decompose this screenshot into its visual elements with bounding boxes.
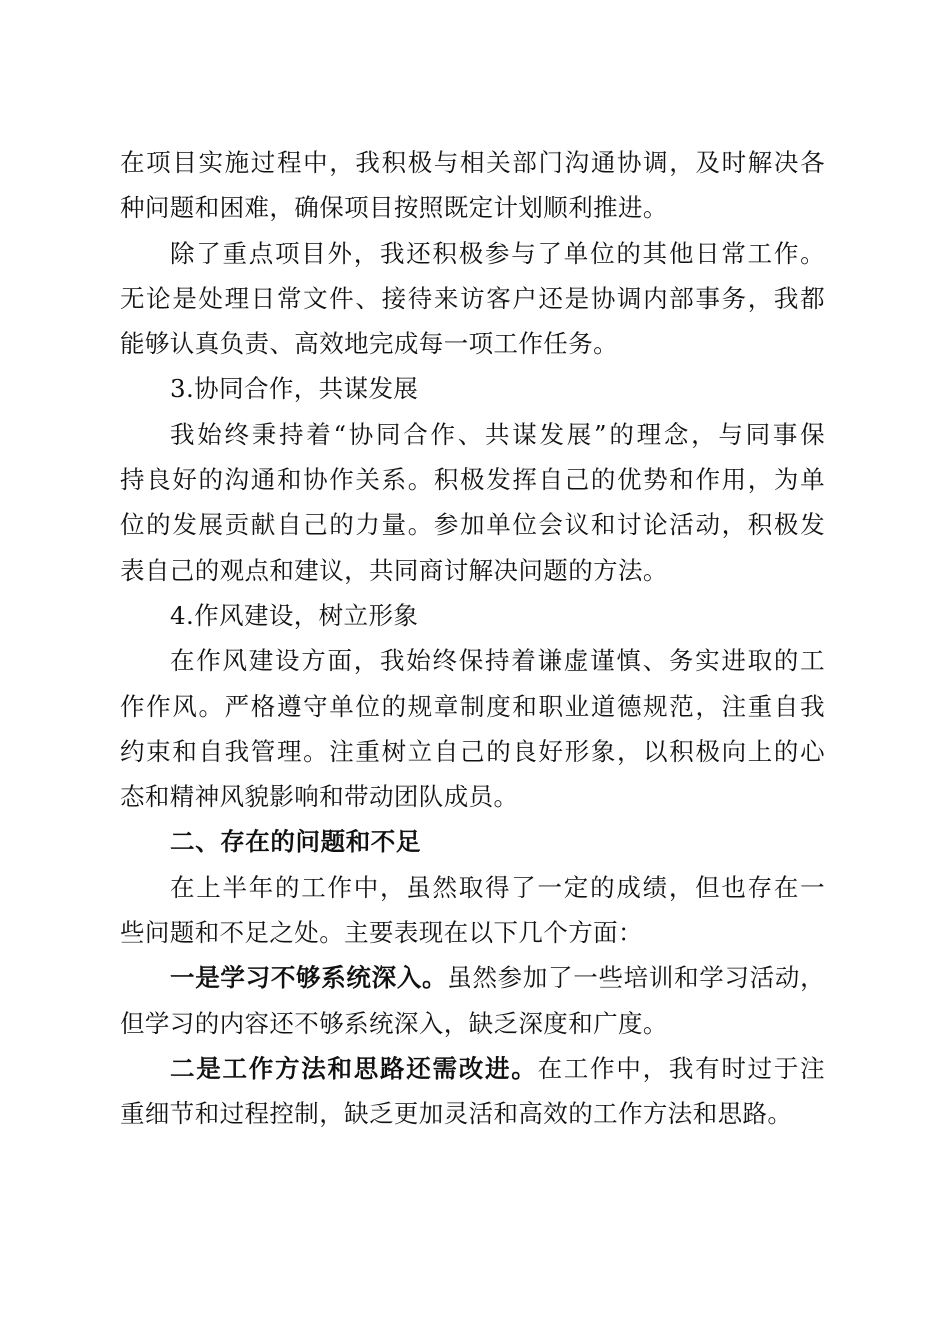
text-line: 除了重点项目外，我还积极参与了单位的其他日常工作。 [170, 238, 825, 268]
text-line: 持良好的沟通和协作关系。积极发挥自己的优势和作用，为单 [120, 465, 825, 495]
paragraph-problem-methods [120, 1046, 825, 1137]
paragraph-cooperation [120, 412, 825, 593]
problem-text: 在工作中，我有时过于注 [537, 1053, 825, 1083]
text-line [120, 955, 825, 1000]
problem-lead-learning: 一是学习不够系统深入。 [170, 963, 448, 993]
text-line: 态和精神风貌影响和带动团队成员。 [120, 782, 519, 812]
problem-text: 虽然参加了一些培训和学习活动， [447, 963, 825, 993]
paragraph-daily-work [120, 231, 825, 367]
text-line: 重细节和过程控制，缺乏更加灵活和高效的工作方法和思路。 [120, 1099, 793, 1129]
paragraph-work-style [120, 638, 825, 819]
problem-lead-methods: 二是工作方法和思路还需改进。 [170, 1053, 538, 1083]
paragraph-problem-learning [120, 955, 825, 1046]
text-line: 种问题和困难，确保项目按照既定计划顺利推进。 [120, 193, 668, 223]
subheading-work-style: 4.作风建设，树立形象 [170, 600, 419, 630]
subheading-cooperation: 3.协同合作，共谋发展 [170, 374, 419, 404]
text-line [120, 1046, 825, 1091]
text-line: 在项目实施过程中，我积极与相关部门沟通协调，及时解决各 [120, 148, 825, 177]
paragraph-project-coordination [120, 140, 825, 231]
section-heading-problems: 二、存在的问题和不足 [170, 827, 421, 857]
text-line: 但学习的内容还不够系统深入，缺乏深度和广度。 [120, 1008, 668, 1038]
text-line: 些问题和不足之处。主要表现在以下几个方面： [120, 918, 643, 948]
text-line: 约束和自我管理。注重树立自己的良好形象，以积极向上的心 [120, 736, 825, 766]
text-line: 在作风建设方面，我始终保持着谦虚谨慎、务实进取的工 [170, 646, 825, 676]
text-line: 作作风。严格遵守单位的规章制度和职业道德规范，注重自我 [120, 691, 825, 721]
text-line: 表自己的观点和建议，共同商讨解决问题的方法。 [120, 555, 668, 585]
document-page [120, 140, 825, 1137]
text-line: 在上半年的工作中，虽然取得了一定的成绩，但也存在一 [170, 872, 825, 902]
text-line: 无论是处理日常文件、接待来访客户还是协调内部事务，我都 [120, 283, 825, 313]
text-line: 位的发展贡献自己的力量。参加单位会议和讨论活动，积极发 [120, 510, 825, 540]
text-line: 能够认真负责、高效地完成每一项工作任务。 [120, 329, 618, 359]
text-line: 我始终秉持着“协同合作、共谋发展”的理念，与同事保 [170, 419, 825, 449]
paragraph-problems-intro [120, 865, 825, 956]
